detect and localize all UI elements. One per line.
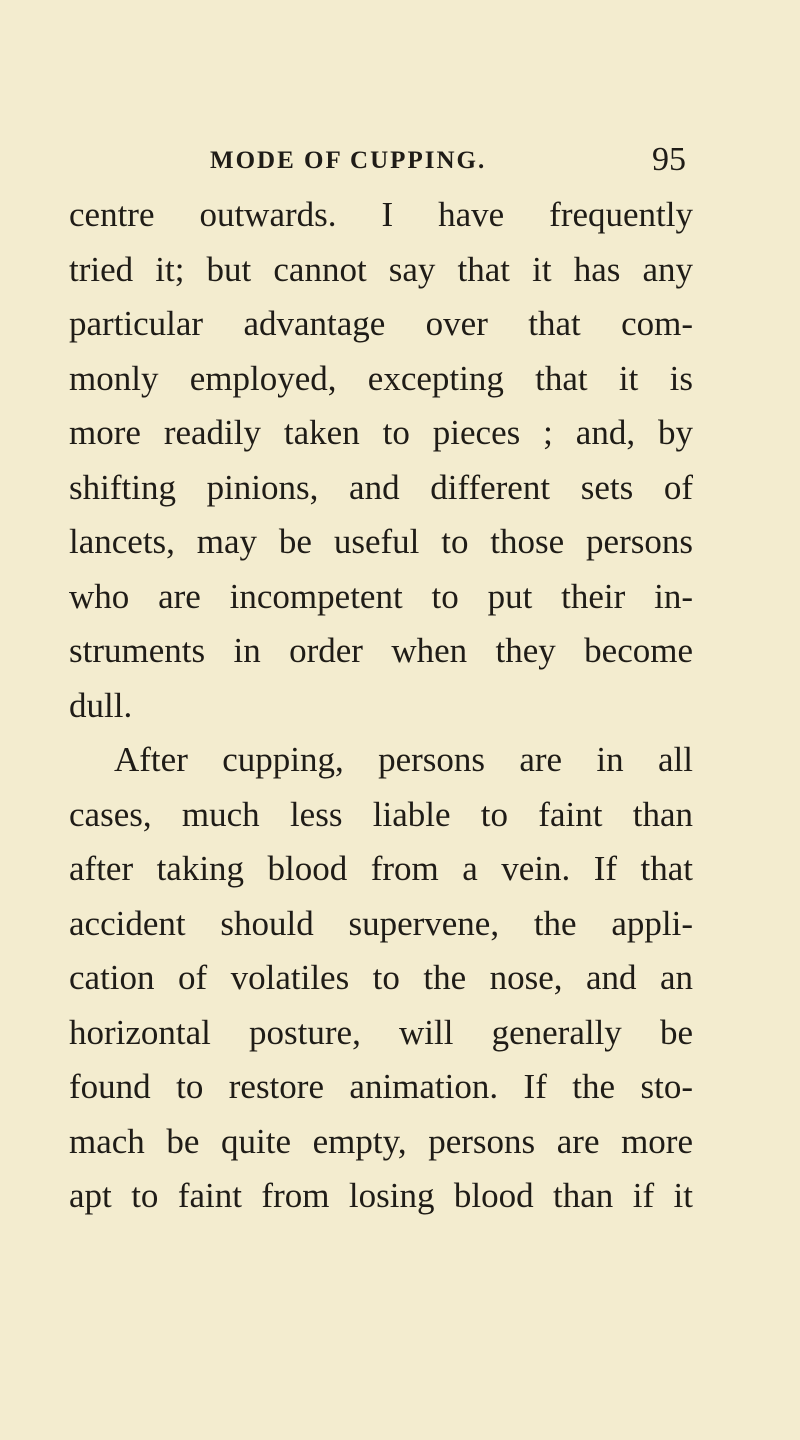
text-line: monly employed, excepting that it is [69,358,693,398]
text-line: horizontal posture, will generally be [69,1012,693,1052]
text-line: dull. [69,685,133,725]
page-number: 95 [652,141,686,178]
page-header [210,141,686,178]
body-text [69,188,693,1224]
text-line: after taking blood from a vein. If that [69,849,693,888]
text-line: struments in order when they become [69,631,693,670]
text-line: who are incompetent to put their in- [69,576,693,616]
text-line: cases, much less liable to faint than [69,794,693,834]
text-line: cation of volatiles to the nose, and an [69,958,693,997]
text-line: shifting pinions, and different sets of [69,467,693,507]
text-line: lancets, may be useful to those persons [69,522,693,561]
text-line: accident should supervene, the appli- [69,903,693,943]
text-line: apt to faint from losing blood than if it [69,1176,693,1215]
text-line: tried it; but cannot say that it has any [69,249,693,289]
text-line: more readily taken to pieces ; and, by [69,413,693,452]
text-line: centre outwards. I have frequently [69,195,693,234]
text-line: found to restore animation. If the sto- [69,1067,693,1106]
text-line: particular advantage over that com- [69,304,693,343]
text-line: mach be quite empty, persons are more [69,1121,693,1161]
running-head: MODE OF CUPPING. [210,147,487,174]
paragraph-first-line: After cupping, persons are in all [114,740,693,779]
